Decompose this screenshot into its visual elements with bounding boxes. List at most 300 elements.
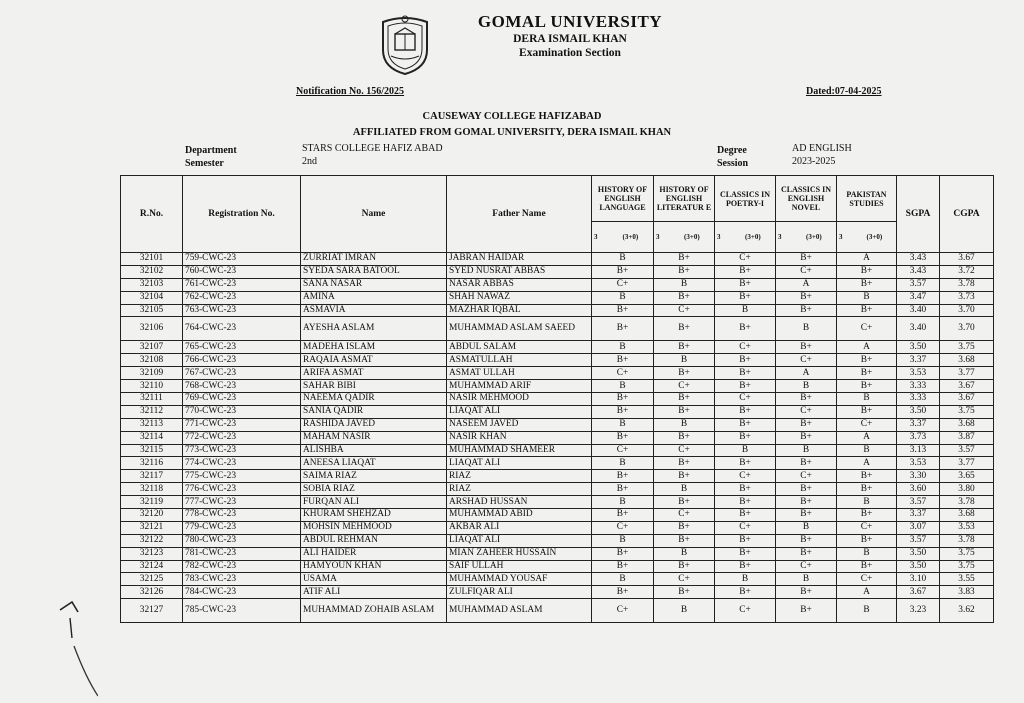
grade-subject-1: B xyxy=(592,573,654,586)
credit-hours: 3 xyxy=(778,232,782,241)
sgpa-value: 3.60 xyxy=(897,483,940,496)
grade-subject-1: B+ xyxy=(592,317,654,341)
roll-number: 32105 xyxy=(121,304,183,317)
grade-subject-1: B+ xyxy=(592,393,654,406)
grade-subject-5: A xyxy=(837,457,897,470)
grade-subject-2: B xyxy=(654,278,715,291)
registration-number: 761-CWC-23 xyxy=(183,278,301,291)
grade-subject-1: B xyxy=(592,418,654,431)
father-name: SAIF ULLAH xyxy=(447,560,592,573)
session-label: Session xyxy=(717,158,749,169)
grade-subject-2: B xyxy=(654,483,715,496)
grade-subject-1: B xyxy=(592,496,654,509)
grade-subject-3: B xyxy=(715,444,776,457)
notification-date: Dated:07-04-2025 xyxy=(806,86,882,97)
roll-number: 32125 xyxy=(121,573,183,586)
grade-subject-5: B+ xyxy=(837,367,897,380)
grade-subject-5: C+ xyxy=(837,418,897,431)
cgpa-value: 3.68 xyxy=(940,418,994,431)
col-subject-4: CLASSICS IN ENGLISH NOVEL xyxy=(776,176,837,222)
grade-subject-4: C+ xyxy=(776,560,837,573)
father-name: LIAQAT ALI xyxy=(447,534,592,547)
student-name: SOBIA RIAZ xyxy=(301,483,447,496)
registration-number: 771-CWC-23 xyxy=(183,418,301,431)
registration-number: 783-CWC-23 xyxy=(183,573,301,586)
cgpa-value: 3.65 xyxy=(940,470,994,483)
college-affiliation: AFFILIATED FROM GOMAL UNIVERSITY, DERA ISMAIL KHAN xyxy=(352,127,672,138)
grade-subject-3: C+ xyxy=(715,599,776,623)
grade-subject-1: C+ xyxy=(592,521,654,534)
table-row xyxy=(121,599,994,623)
registration-number: 785-CWC-23 xyxy=(183,599,301,623)
credits-subject-3 xyxy=(715,222,776,253)
registration-number: 772-CWC-23 xyxy=(183,431,301,444)
grade-subject-3: B+ xyxy=(715,431,776,444)
grade-subject-2: B xyxy=(654,418,715,431)
grade-subject-1: B xyxy=(592,457,654,470)
credit-split: (3+0) xyxy=(622,232,639,241)
letterhead xyxy=(440,12,700,60)
registration-number: 781-CWC-23 xyxy=(183,547,301,560)
sgpa-value: 3.30 xyxy=(897,470,940,483)
grade-subject-5: B xyxy=(837,444,897,457)
father-name: ASMATULLAH xyxy=(447,354,592,367)
grade-subject-1: B+ xyxy=(592,547,654,560)
grade-subject-2: B+ xyxy=(654,253,715,266)
grade-subject-5: B+ xyxy=(837,483,897,496)
student-name: RAQAIA ASMAT xyxy=(301,354,447,367)
registration-number: 765-CWC-23 xyxy=(183,341,301,354)
grade-subject-5: C+ xyxy=(837,521,897,534)
father-name: MUHAMMAD ASLAM xyxy=(447,599,592,623)
table-row xyxy=(121,496,994,509)
grade-subject-2: B xyxy=(654,547,715,560)
father-name: NASIR MEHMOOD xyxy=(447,393,592,406)
credits-subject-5 xyxy=(837,222,897,253)
grade-subject-1: B+ xyxy=(592,304,654,317)
father-name: ABDUL SALAM xyxy=(447,341,592,354)
roll-number: 32102 xyxy=(121,265,183,278)
sgpa-value: 3.73 xyxy=(897,431,940,444)
university-seal-icon xyxy=(377,14,433,76)
department-label: Department xyxy=(185,145,237,156)
grade-subject-4: A xyxy=(776,367,837,380)
father-name: MUHAMMAD YOUSAF xyxy=(447,573,592,586)
roll-number: 32118 xyxy=(121,483,183,496)
grade-subject-3: B xyxy=(715,304,776,317)
col-father-name: Father Name xyxy=(447,176,592,253)
father-name: RIAZ xyxy=(447,483,592,496)
grade-subject-4: C+ xyxy=(776,470,837,483)
grade-subject-5: B xyxy=(837,291,897,304)
roll-number: 32116 xyxy=(121,457,183,470)
grade-subject-1: B xyxy=(592,291,654,304)
grade-subject-3: B+ xyxy=(715,483,776,496)
grade-subject-1: B+ xyxy=(592,431,654,444)
grade-subject-1: B+ xyxy=(592,265,654,278)
registration-number: 762-CWC-23 xyxy=(183,291,301,304)
grade-subject-4: B+ xyxy=(776,341,837,354)
table-row xyxy=(121,380,994,393)
college-name: CAUSEWAY COLLEGE HAFIZABAD xyxy=(422,111,602,122)
grade-subject-5: A xyxy=(837,341,897,354)
roll-number: 32126 xyxy=(121,586,183,599)
table-row xyxy=(121,253,994,266)
father-name: MUHAMMAD ARIF xyxy=(447,380,592,393)
grade-subject-2: B+ xyxy=(654,291,715,304)
credits-subject-1 xyxy=(592,222,654,253)
table-row xyxy=(121,431,994,444)
student-name: ANEESA LIAQAT xyxy=(301,457,447,470)
grade-subject-3: C+ xyxy=(715,393,776,406)
roll-number: 32112 xyxy=(121,405,183,418)
credits-subject-4 xyxy=(776,222,837,253)
student-name: ASMAVIA xyxy=(301,304,447,317)
roll-number: 32110 xyxy=(121,380,183,393)
grade-subject-1: C+ xyxy=(592,278,654,291)
father-name: SYED NUSRAT ABBAS xyxy=(447,265,592,278)
sgpa-value: 3.40 xyxy=(897,317,940,341)
roll-number: 32115 xyxy=(121,444,183,457)
roll-number: 32124 xyxy=(121,560,183,573)
col-subject-2: HISTORY OF ENGLISH LITERATUR E xyxy=(654,176,715,222)
registration-number: 767-CWC-23 xyxy=(183,367,301,380)
roll-number: 32107 xyxy=(121,341,183,354)
sgpa-value: 3.10 xyxy=(897,573,940,586)
sgpa-value: 3.33 xyxy=(897,380,940,393)
registration-number: 777-CWC-23 xyxy=(183,496,301,509)
credit-split: (3+0) xyxy=(745,232,761,241)
grade-subject-5: B+ xyxy=(837,265,897,278)
grade-subject-1: B xyxy=(592,380,654,393)
grade-subject-3: B+ xyxy=(715,418,776,431)
father-name: NASEEM JAVED xyxy=(447,418,592,431)
student-name: ALI HAIDER xyxy=(301,547,447,560)
grade-subject-3: B+ xyxy=(715,265,776,278)
table-row xyxy=(121,304,994,317)
grade-subject-4: B xyxy=(776,317,837,341)
sgpa-value: 3.23 xyxy=(897,599,940,623)
grade-subject-3: B+ xyxy=(715,534,776,547)
grade-subject-3: C+ xyxy=(715,470,776,483)
grade-subject-2: B+ xyxy=(654,534,715,547)
father-name: MUHAMMAD ABID xyxy=(447,509,592,522)
grade-subject-5: A xyxy=(837,586,897,599)
sgpa-value: 3.53 xyxy=(897,367,940,380)
student-name: HAMYOUN KHAN xyxy=(301,560,447,573)
col-subject-1: HISTORY OF ENGLISH LANGUAGE xyxy=(592,176,654,222)
registration-number: 760-CWC-23 xyxy=(183,265,301,278)
grade-subject-3: B+ xyxy=(715,496,776,509)
grade-subject-4: B xyxy=(776,521,837,534)
grade-subject-2: B+ xyxy=(654,431,715,444)
grade-subject-2: B+ xyxy=(654,405,715,418)
grade-subject-4: B+ xyxy=(776,599,837,623)
grade-subject-5: B+ xyxy=(837,470,897,483)
grade-subject-4: B+ xyxy=(776,496,837,509)
grade-subject-2: B+ xyxy=(654,496,715,509)
cgpa-value: 3.75 xyxy=(940,405,994,418)
roll-number: 32114 xyxy=(121,431,183,444)
grade-subject-4: C+ xyxy=(776,405,837,418)
student-name: ZURRIAT IMRAN xyxy=(301,253,447,266)
cgpa-value: 3.77 xyxy=(940,457,994,470)
table-row xyxy=(121,483,994,496)
grade-subject-2: B+ xyxy=(654,341,715,354)
university-city: DERA ISMAIL KHAN xyxy=(513,33,627,45)
grade-subject-1: B xyxy=(592,341,654,354)
sgpa-value: 3.40 xyxy=(897,304,940,317)
cgpa-value: 3.70 xyxy=(940,304,994,317)
grade-subject-3: B+ xyxy=(715,354,776,367)
grade-subject-2: C+ xyxy=(654,573,715,586)
cgpa-value: 3.78 xyxy=(940,278,994,291)
roll-number: 32103 xyxy=(121,278,183,291)
registration-number: 769-CWC-23 xyxy=(183,393,301,406)
registration-number: 764-CWC-23 xyxy=(183,317,301,341)
grade-subject-1: B+ xyxy=(592,509,654,522)
grade-subject-2: B+ xyxy=(654,521,715,534)
grade-subject-1: B+ xyxy=(592,470,654,483)
cgpa-value: 3.77 xyxy=(940,367,994,380)
col-subject-5: PAKISTAN STUDIES xyxy=(837,176,897,222)
grade-subject-5: A xyxy=(837,253,897,266)
registration-number: 774-CWC-23 xyxy=(183,457,301,470)
sgpa-value: 3.37 xyxy=(897,509,940,522)
sgpa-value: 3.13 xyxy=(897,444,940,457)
table-row xyxy=(121,534,994,547)
grade-subject-5: B+ xyxy=(837,509,897,522)
roll-number: 32104 xyxy=(121,291,183,304)
grade-subject-5: B+ xyxy=(837,405,897,418)
col-sgpa: SGPA xyxy=(897,176,940,253)
registration-number: 778-CWC-23 xyxy=(183,509,301,522)
grade-subject-1: B+ xyxy=(592,483,654,496)
table-row xyxy=(121,509,994,522)
examination-section: Examination Section xyxy=(519,47,621,59)
roll-number: 32106 xyxy=(121,317,183,341)
cgpa-value: 3.78 xyxy=(940,534,994,547)
cgpa-value: 3.68 xyxy=(940,509,994,522)
grade-subject-5: B+ xyxy=(837,560,897,573)
student-name: MADEHA ISLAM xyxy=(301,341,447,354)
grade-subject-1: B+ xyxy=(592,586,654,599)
student-name: AYESHA ASLAM xyxy=(301,317,447,341)
sgpa-value: 3.50 xyxy=(897,560,940,573)
registration-number: 768-CWC-23 xyxy=(183,380,301,393)
table-row xyxy=(121,418,994,431)
semester-label: Semester xyxy=(185,158,224,169)
grade-subject-3: B+ xyxy=(715,291,776,304)
roll-number: 32101 xyxy=(121,253,183,266)
grade-subject-4: B+ xyxy=(776,547,837,560)
grade-subject-2: B xyxy=(654,599,715,623)
table-row xyxy=(121,586,994,599)
student-name: MOHSIN MEHMOOD xyxy=(301,521,447,534)
father-name: NASIR KHAN xyxy=(447,431,592,444)
grade-subject-2: B+ xyxy=(654,367,715,380)
grade-subject-5: B xyxy=(837,599,897,623)
student-name: SANA NASAR xyxy=(301,278,447,291)
student-name: SAHAR BIBI xyxy=(301,380,447,393)
table-row xyxy=(121,521,994,534)
col-name: Name xyxy=(301,176,447,253)
grade-subject-1: C+ xyxy=(592,599,654,623)
credit-split: (3+0) xyxy=(866,232,883,241)
registration-number: 784-CWC-23 xyxy=(183,586,301,599)
cgpa-value: 3.57 xyxy=(940,444,994,457)
table-row xyxy=(121,367,994,380)
sgpa-value: 3.50 xyxy=(897,405,940,418)
cgpa-value: 3.75 xyxy=(940,341,994,354)
grade-subject-5: B+ xyxy=(837,304,897,317)
grade-subject-5: C+ xyxy=(837,573,897,586)
grade-subject-5: B xyxy=(837,547,897,560)
student-name: ABDUL REHMAN xyxy=(301,534,447,547)
grade-subject-4: B+ xyxy=(776,431,837,444)
degree-value: AD ENGLISH xyxy=(792,143,852,154)
sgpa-value: 3.33 xyxy=(897,393,940,406)
student-name: MAHAM NASIR xyxy=(301,431,447,444)
grade-subject-3: C+ xyxy=(715,253,776,266)
grade-subject-4: B+ xyxy=(776,534,837,547)
grade-subject-4: C+ xyxy=(776,265,837,278)
col-rno: R.No. xyxy=(121,176,183,253)
registration-number: 770-CWC-23 xyxy=(183,405,301,418)
semester-value: 2nd xyxy=(302,156,317,167)
grade-subject-5: B+ xyxy=(837,380,897,393)
grade-subject-2: B+ xyxy=(654,560,715,573)
table-row xyxy=(121,354,994,367)
table-row xyxy=(121,470,994,483)
grade-subject-5: A xyxy=(837,431,897,444)
grade-subject-4: B xyxy=(776,380,837,393)
session-value: 2023-2025 xyxy=(792,156,836,167)
roll-number: 32120 xyxy=(121,509,183,522)
roll-number: 32117 xyxy=(121,470,183,483)
sgpa-value: 3.43 xyxy=(897,253,940,266)
grade-subject-2: B+ xyxy=(654,470,715,483)
grade-subject-2: C+ xyxy=(654,509,715,522)
table-row xyxy=(121,317,994,341)
sgpa-value: 3.50 xyxy=(897,341,940,354)
degree-label: Degree xyxy=(717,145,747,156)
grade-subject-1: B+ xyxy=(592,405,654,418)
registration-number: 776-CWC-23 xyxy=(183,483,301,496)
cgpa-value: 3.68 xyxy=(940,354,994,367)
father-name: ASMAT ULLAH xyxy=(447,367,592,380)
grade-subject-4: B+ xyxy=(776,304,837,317)
table-row xyxy=(121,547,994,560)
table-row xyxy=(121,278,994,291)
col-cgpa: CGPA xyxy=(940,176,994,253)
registration-number: 759-CWC-23 xyxy=(183,253,301,266)
roll-number: 32111 xyxy=(121,393,183,406)
credit-hours: 3 xyxy=(594,232,598,241)
credit-hours: 3 xyxy=(656,232,660,241)
grade-subject-4: B+ xyxy=(776,253,837,266)
grade-subject-3: B+ xyxy=(715,278,776,291)
student-name: AMINA xyxy=(301,291,447,304)
grade-subject-5: B xyxy=(837,496,897,509)
table-row xyxy=(121,573,994,586)
grade-subject-3: B xyxy=(715,573,776,586)
cgpa-value: 3.78 xyxy=(940,496,994,509)
grade-subject-3: B+ xyxy=(715,509,776,522)
table-row xyxy=(121,444,994,457)
credits-subject-2 xyxy=(654,222,715,253)
cgpa-value: 3.87 xyxy=(940,431,994,444)
credit-hours: 3 xyxy=(717,232,721,241)
roll-number: 32108 xyxy=(121,354,183,367)
grade-subject-1: C+ xyxy=(592,444,654,457)
roll-number: 32113 xyxy=(121,418,183,431)
grade-subject-3: B+ xyxy=(715,457,776,470)
grade-subject-5: B xyxy=(837,393,897,406)
roll-number: 32109 xyxy=(121,367,183,380)
grade-subject-5: B+ xyxy=(837,278,897,291)
student-name: SAIMA RIAZ xyxy=(301,470,447,483)
result-rows xyxy=(121,253,994,623)
registration-number: 773-CWC-23 xyxy=(183,444,301,457)
table-row xyxy=(121,405,994,418)
grade-subject-4: B+ xyxy=(776,509,837,522)
grade-subject-4: B+ xyxy=(776,291,837,304)
table-row xyxy=(121,457,994,470)
cgpa-value: 3.70 xyxy=(940,317,994,341)
student-name: KHURAM SHEHZAD xyxy=(301,509,447,522)
cgpa-value: 3.73 xyxy=(940,291,994,304)
sgpa-value: 3.57 xyxy=(897,496,940,509)
grade-subject-3: B+ xyxy=(715,380,776,393)
col-registration: Registration No. xyxy=(183,176,301,253)
student-name: ATIF ALI xyxy=(301,586,447,599)
sgpa-value: 3.07 xyxy=(897,521,940,534)
roll-number: 32123 xyxy=(121,547,183,560)
sgpa-value: 3.67 xyxy=(897,586,940,599)
registration-number: 782-CWC-23 xyxy=(183,560,301,573)
table-row xyxy=(121,393,994,406)
sgpa-value: 3.37 xyxy=(897,354,940,367)
roll-number: 32121 xyxy=(121,521,183,534)
cgpa-value: 3.75 xyxy=(940,547,994,560)
grade-subject-3: B+ xyxy=(715,586,776,599)
grade-subject-2: B+ xyxy=(654,317,715,341)
father-name: MUHAMMAD SHAMEER xyxy=(447,444,592,457)
student-name: RASHIDA JAVED xyxy=(301,418,447,431)
roll-number: 32122 xyxy=(121,534,183,547)
grade-subject-2: B+ xyxy=(654,457,715,470)
table-row xyxy=(121,265,994,278)
university-name: GOMAL UNIVERSITY xyxy=(477,12,663,31)
cgpa-value: 3.80 xyxy=(940,483,994,496)
grade-subject-4: B xyxy=(776,444,837,457)
grade-subject-2: B+ xyxy=(654,393,715,406)
grade-subject-3: B+ xyxy=(715,405,776,418)
grade-subject-3: B+ xyxy=(715,547,776,560)
table-row xyxy=(121,560,994,573)
registration-number: 780-CWC-23 xyxy=(183,534,301,547)
grade-subject-4: B xyxy=(776,573,837,586)
cgpa-value: 3.55 xyxy=(940,573,994,586)
credit-hours: 3 xyxy=(839,232,843,241)
notification-number: Notification No. 156/2025 xyxy=(296,86,405,97)
roll-number: 32127 xyxy=(121,599,183,623)
sgpa-value: 3.57 xyxy=(897,534,940,547)
grade-subject-2: B xyxy=(654,354,715,367)
student-name: ARIFA ASMAT xyxy=(301,367,447,380)
grade-subject-4: B+ xyxy=(776,418,837,431)
